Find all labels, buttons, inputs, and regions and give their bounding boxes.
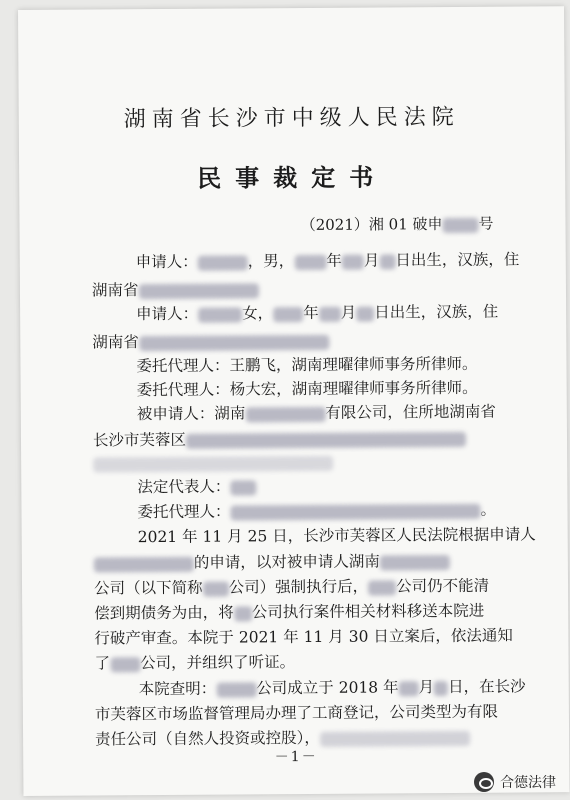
paragraph-2-line-3: 责任公司（自然人投资或控股）， — [95, 727, 515, 750]
redaction — [294, 254, 326, 269]
paragraph-1-line-6: 了 公司，并组织了听证。 — [94, 653, 296, 673]
court-name: 湖南省长沙市中级人民法院 — [123, 104, 460, 133]
redaction — [379, 254, 395, 269]
redaction — [216, 682, 256, 697]
redaction — [319, 306, 341, 321]
redaction — [442, 217, 478, 232]
redaction — [110, 657, 140, 672]
paragraph-1-line-1: 2021 年 11 月 25 日，长沙市芙蓉区人民法院根据申请人 — [137, 525, 536, 547]
agent-2: 委托代理人：杨大宏，湖南理曜律师事务所律师。 — [136, 378, 478, 400]
legal-representative: 法定代表人： — [93, 474, 557, 497]
respondent-address: 长沙市芙蓉区 — [93, 428, 513, 451]
paragraph-1-line-5: 行破产审查。本院于 2021 年 11 月 30 日立案后，依法通知 — [94, 626, 513, 648]
redaction — [342, 254, 364, 269]
paragraph-1-line-4: 偿到期债务为由，将 公司执行案件相关材料移送本院进 — [94, 601, 485, 623]
redaction — [320, 730, 470, 746]
watermark — [474, 772, 556, 792]
redaction — [234, 606, 252, 621]
agent-3: 委托代理人： 。 — [137, 500, 497, 522]
redaction — [230, 503, 480, 520]
redaction — [368, 580, 396, 595]
redaction — [434, 681, 448, 696]
respondent-line: 被申请人：湖南 有限公司，住所地湖南省 — [136, 402, 496, 424]
paragraph-2-line-2: 市芙蓉区市场监督管理局办理了工商登记，公司类型为有限 — [94, 702, 498, 724]
applicant-2-address: 湖南省 — [92, 330, 512, 353]
redaction — [198, 307, 242, 322]
redaction — [186, 431, 466, 448]
redaction — [198, 255, 248, 270]
redaction — [139, 334, 329, 350]
wechat-icon — [474, 772, 494, 792]
redaction — [356, 306, 374, 321]
redaction — [203, 581, 229, 596]
redaction — [399, 681, 419, 696]
applicant-2-line: 申请人： 女， 年 月 日出生，汉族，住 — [136, 302, 499, 324]
paragraph-1-line-2: 的申请，以对被申请人湖南 — [94, 551, 514, 574]
redaction — [138, 283, 258, 299]
agent-1: 委托代理人：王鹏飞，湖南理曜律师事务所律师。 — [136, 354, 478, 376]
document-page — [18, 6, 569, 796]
watermark-text: 合德法律 — [500, 775, 556, 791]
document-title: 民事裁定书 — [197, 162, 388, 193]
redaction — [230, 480, 256, 495]
redaction — [273, 307, 303, 322]
applicant-1-address: 湖南省 — [92, 278, 512, 301]
redacted-line — [93, 451, 513, 474]
redaction — [93, 455, 333, 472]
case-number: （2021）湘 01 破申 号 — [300, 214, 494, 235]
page-number: －1－ — [274, 748, 318, 766]
redaction — [245, 406, 325, 422]
redaction — [94, 556, 194, 572]
applicant-1-line: 申请人： ，男， 年 月 日出生，汉族，住 — [135, 250, 520, 272]
paragraph-2-line-1: 本院查明： 公司成立于 2018 年 月 日，在长沙 — [138, 677, 526, 699]
paragraph-1-line-3: 公司（以下简称 公司）强制执行后， 公司仍不能清 — [93, 576, 490, 598]
redaction — [380, 554, 450, 569]
